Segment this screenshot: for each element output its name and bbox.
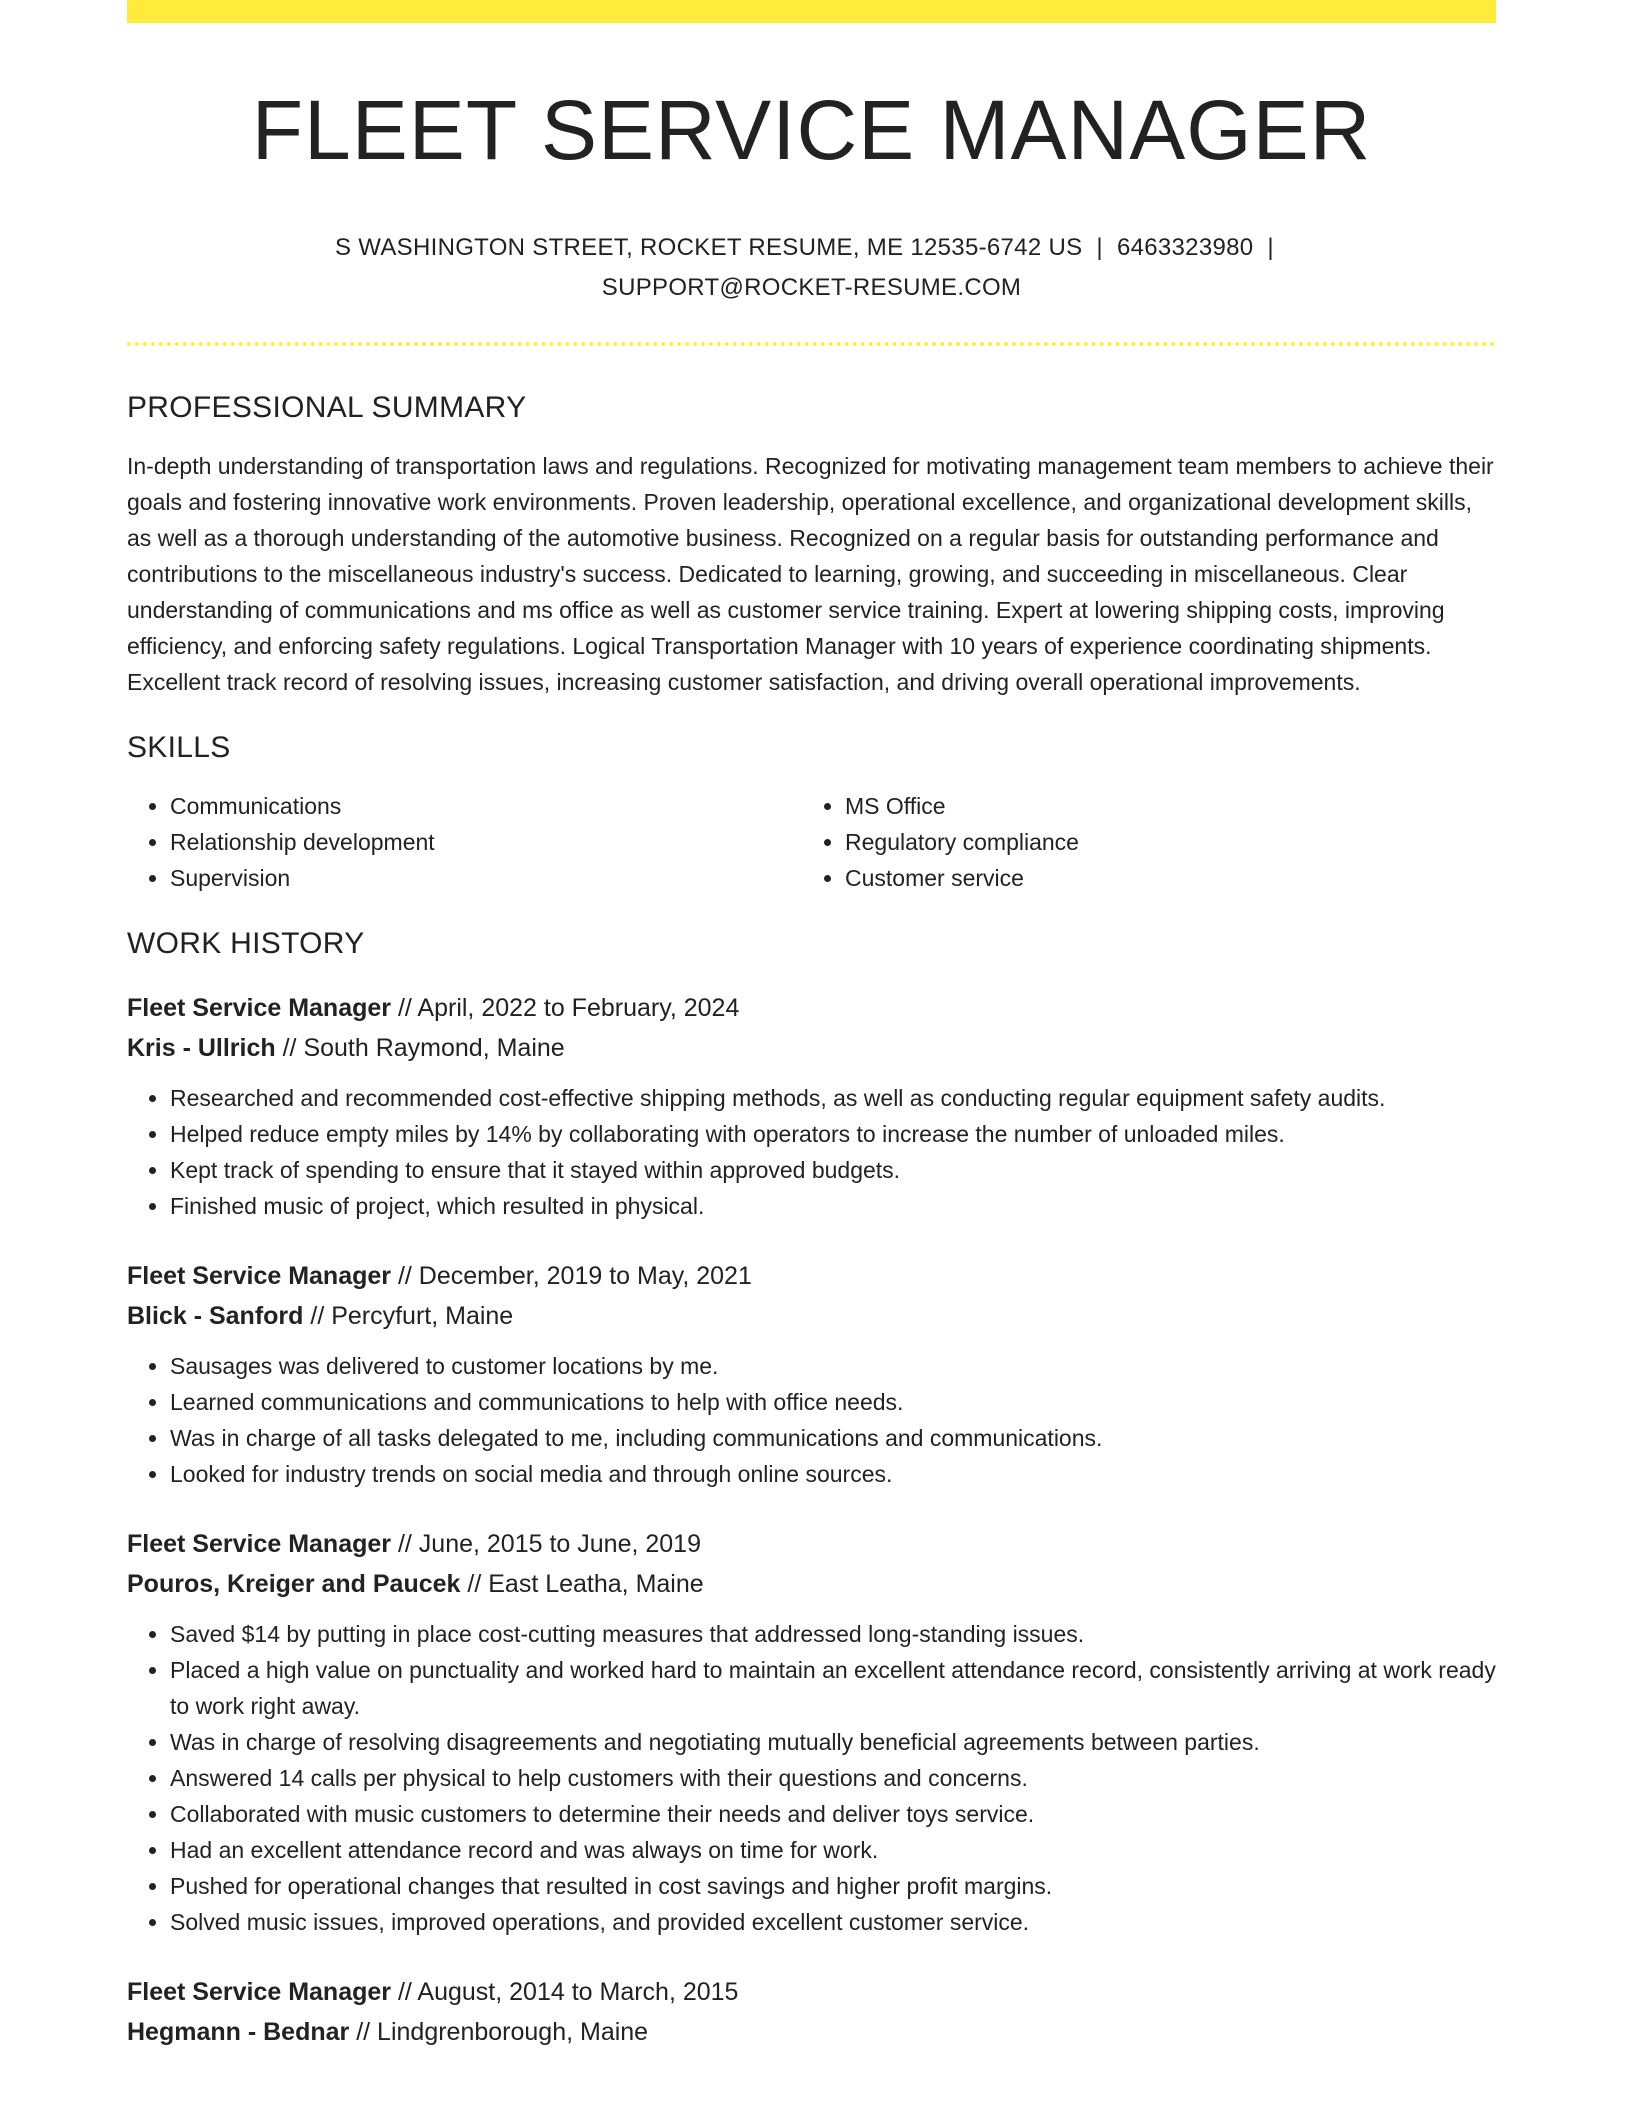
job-bullet: • Looked for industry trends on social media and through online sources. bbox=[170, 1456, 1496, 1492]
job-company-line bbox=[127, 2012, 1496, 2052]
job-bullet: • Learned communications and communications to help with office needs. bbox=[170, 1384, 1496, 1420]
resume-content bbox=[127, 0, 1496, 2052]
summary-text: In-depth understanding of transportation laws and regulations. Recognized for motivating management team members to achieve their goals and fostering innovative work environments. Proven leadership, operational excellence, and organizational development skills, as well as a thorough understanding of the automotive business. Recognized on a regular basis for outstanding performance and contributions to the miscellaneous industry's success. Dedicated to learning, growing, and succeeding in miscellaneous. Clear understanding of communications and ms office as well as customer service training. Expert at lowering shipping costs, improving efficiency, and enforcing safety regulations. Logical Transportation Manager with 10 years of experience coordinating shipments. Excellent track record of resolving issues, increasing customer satisfaction, and driving overall operational improvements. bbox=[127, 453, 1494, 695]
job-entry bbox=[127, 1256, 1496, 1492]
skill-item: • Communications bbox=[170, 788, 802, 824]
skill-item: • Relationship development bbox=[170, 824, 802, 860]
job-title-line bbox=[127, 1524, 1496, 1564]
skills-column-left bbox=[127, 788, 802, 896]
job-company: Hegmann - Bednar bbox=[127, 2018, 350, 2046]
contact-info bbox=[127, 228, 1496, 308]
job-location: // South Raymond, Maine bbox=[275, 1034, 565, 1062]
skill-item: • MS Office bbox=[845, 788, 1477, 824]
job-company-line bbox=[127, 1296, 1496, 1336]
job-bullet: • Pushed for operational changes that resulted in cost savings and higher profit margins. bbox=[170, 1868, 1496, 1904]
job-title: Fleet Service Manager bbox=[127, 1530, 392, 1558]
job-title: Fleet Service Manager bbox=[127, 1978, 392, 2006]
skill-item: • Customer service bbox=[845, 860, 1477, 896]
job-company: Pouros, Kreiger and Paucek bbox=[127, 1570, 461, 1598]
job-bullet: • Researched and recommended cost-effective shipping methods, as well as conducting regular equipment safety audits. bbox=[170, 1080, 1496, 1116]
job-bullets bbox=[127, 1348, 1496, 1492]
job-location: // East Leatha, Maine bbox=[460, 1570, 704, 1598]
job-company: Kris - Ullrich bbox=[127, 1034, 276, 1062]
contact-separator: | bbox=[1096, 234, 1103, 261]
job-location: // Lindgrenborough, Maine bbox=[349, 2018, 649, 2046]
skills-column-right bbox=[802, 788, 1477, 896]
job-bullet: • Sausages was delivered to customer locations by me. bbox=[170, 1348, 1496, 1384]
contact-email: SUPPORT@ROCKET-RESUME.COM bbox=[601, 274, 1022, 301]
job-dates: // December, 2019 to May, 2021 bbox=[391, 1262, 752, 1290]
job-company-line bbox=[127, 1028, 1496, 1068]
job-bullet: • Finished music of project, which resulted in physical. bbox=[170, 1188, 1496, 1224]
job-title-line bbox=[127, 1256, 1496, 1296]
job-bullet: • Saved $14 by putting in place cost-cutting measures that addressed long-standing issues. bbox=[170, 1616, 1496, 1652]
job-location: // Percyfurt, Maine bbox=[303, 1302, 514, 1330]
job-company: Blick - Sanford bbox=[127, 1302, 304, 1330]
skill-item: • Regulatory compliance bbox=[845, 824, 1477, 860]
skills-heading: SKILLS bbox=[127, 731, 231, 764]
summary-heading: PROFESSIONAL SUMMARY bbox=[127, 391, 527, 424]
contact-phone: 6463323980 bbox=[1116, 234, 1254, 261]
job-bullet: • Was in charge of all tasks delegated to me, including communications and communications. bbox=[170, 1420, 1496, 1456]
job-bullet: • Collaborated with music customers to determine their needs and deliver toys service. bbox=[170, 1796, 1496, 1832]
job-dates: // April, 2022 to February, 2024 bbox=[391, 994, 740, 1022]
job-bullet: • Was in charge of resolving disagreements and negotiating mutually beneficial agreements between parties. bbox=[170, 1724, 1496, 1760]
skill-item: • Supervision bbox=[170, 860, 802, 896]
dotted-divider bbox=[127, 342, 1496, 346]
job-bullets bbox=[127, 1616, 1496, 1940]
resume-title: FLEET SERVICE MANAGER bbox=[251, 83, 1372, 177]
job-title-line bbox=[127, 1972, 1496, 2012]
job-dates: // June, 2015 to June, 2019 bbox=[391, 1530, 701, 1558]
job-title-line bbox=[127, 988, 1496, 1028]
job-bullet: • Had an excellent attendance record and was always on time for work. bbox=[170, 1832, 1496, 1868]
job-entry bbox=[127, 1972, 1496, 2052]
job-bullet: • Placed a high value on punctuality and worked hard to maintain an excellent attendance record, consistently arriving at work ready to work right away. bbox=[170, 1652, 1496, 1724]
job-entry bbox=[127, 1524, 1496, 1940]
job-title: Fleet Service Manager bbox=[127, 994, 392, 1022]
job-bullet: • Solved music issues, improved operations, and provided excellent customer service. bbox=[170, 1904, 1496, 1940]
job-bullet: • Kept track of spending to ensure that it stayed within approved budgets. bbox=[170, 1152, 1496, 1188]
work-history-heading: WORK HISTORY bbox=[127, 927, 365, 960]
job-dates: // August, 2014 to March, 2015 bbox=[391, 1978, 739, 2006]
skills-list bbox=[127, 788, 1496, 896]
job-bullet: • Answered 14 calls per physical to help customers with their questions and concerns. bbox=[170, 1760, 1496, 1796]
job-title: Fleet Service Manager bbox=[127, 1262, 392, 1290]
job-bullets bbox=[127, 1080, 1496, 1224]
contact-separator: | bbox=[1267, 234, 1274, 261]
contact-address: S WASHINGTON STREET, ROCKET RESUME, ME 12535-6742 US bbox=[335, 234, 1083, 261]
job-company-line bbox=[127, 1564, 1496, 1604]
job-bullet: • Helped reduce empty miles by 14% by collaborating with operators to increase the number of unloaded miles. bbox=[170, 1116, 1496, 1152]
job-entry bbox=[127, 988, 1496, 1224]
